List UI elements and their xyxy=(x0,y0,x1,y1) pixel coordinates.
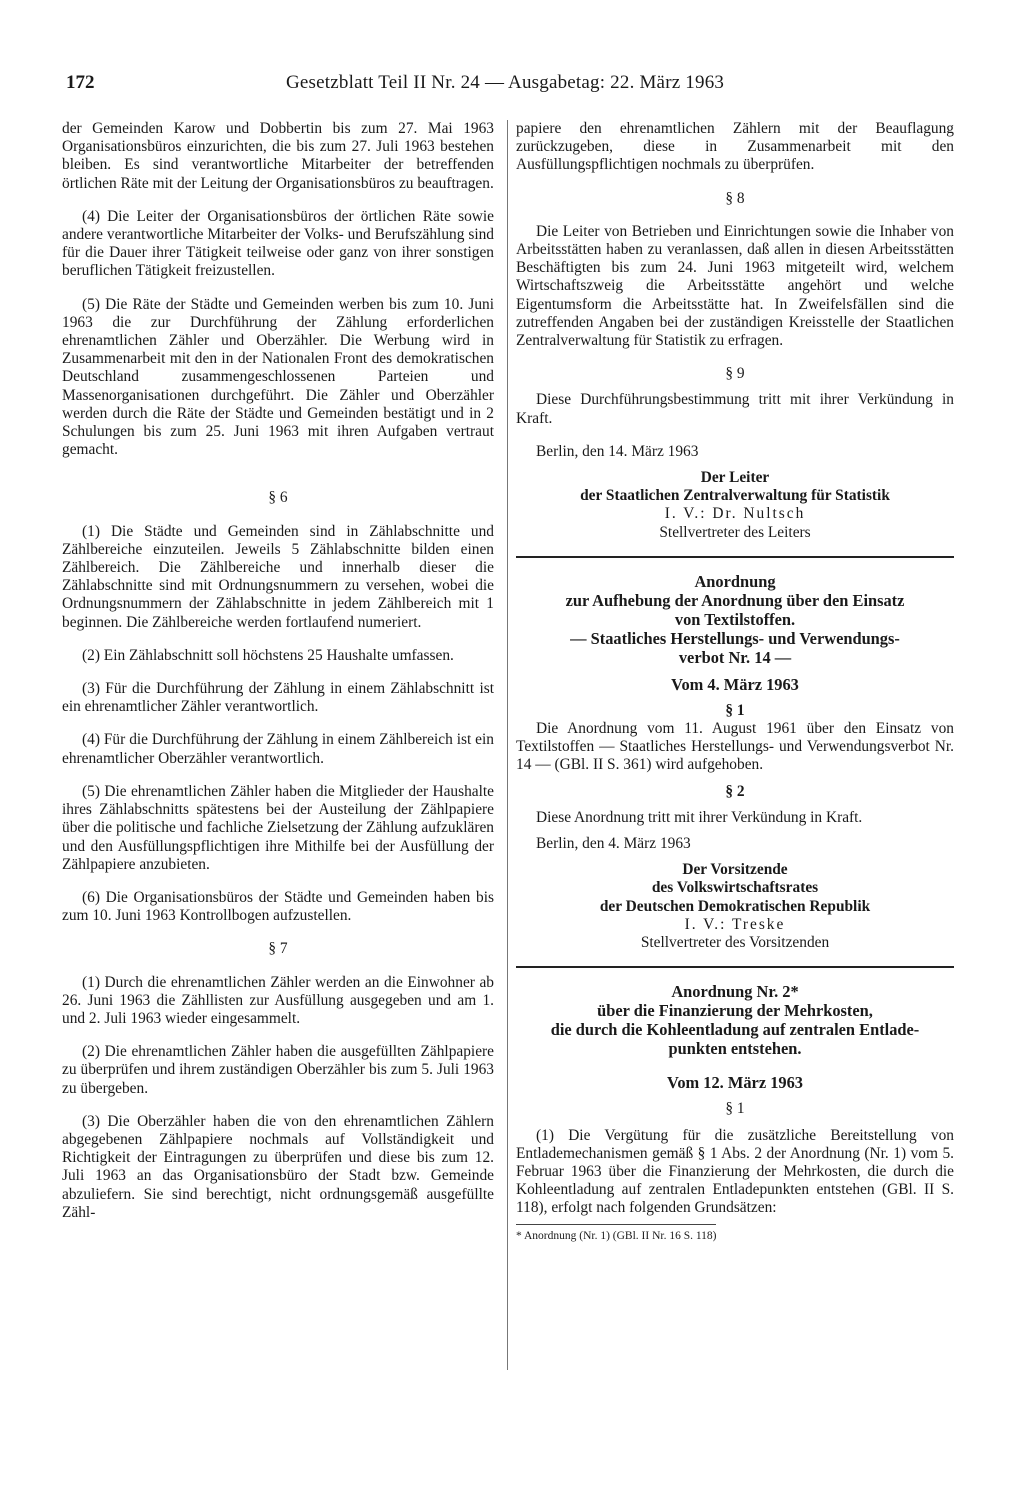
paragraph: (1) Die Vergütung für die zusätzliche Bereitstellung von Entlademechanismen gemäß § 1 Abs. 2 der Anordnung (Nr. 1) vom 5. Februar 1963 über die Finanzierung der Mehrkosten, die durch die Kohleentladung auf zentralen Entladepunkten entstehen (GBl. II S. 118), erfolgt nach folgenden Grundsätzen: xyxy=(516,1126,954,1217)
section-divider xyxy=(516,556,954,558)
paragraph: (1) Durch die ehrenamtlichen Zähler werden an die Einwohner ab 26. Juni 1963 die Zähllisten zur Ausfüllung ausgegeben und am 1. und 2. Juli 1963 wieder eingesammelt. xyxy=(62,973,494,1027)
page-header xyxy=(66,72,956,98)
paragraph: Die Anordnung vom 11. August 1961 über den Einsatz von Textilstoffen — Staatliches Herstellungs- und Verwendungsverbot Nr. 14 — (GBl. II S. 361) wird aufgehoben. xyxy=(516,720,954,774)
paragraph: (2) Ein Zählabschnitt soll höchstens 25 Haushalte umfassen. xyxy=(82,646,454,664)
footnote-rule xyxy=(516,1224,716,1225)
section-heading: § 8 xyxy=(725,189,745,207)
signature-line: Der Leiter xyxy=(700,469,770,487)
signatory-name: I. V.: Treske xyxy=(684,915,786,933)
signatory-name: I. V.: Dr. Nultsch xyxy=(664,505,806,523)
signature-line: der Deutschen Demokratischen Republik xyxy=(599,897,871,915)
column-divider xyxy=(507,120,508,1370)
paragraph: (2) Die ehrenamtlichen Zähler haben die ausgefüllten Zählpapiere zu überprüfen und ihrem zuständigen Oberzähler bis zum 5. Juli 1963 zu übergeben. xyxy=(62,1043,494,1097)
section-heading: § 2 xyxy=(725,782,745,800)
running-title: Gesetzblatt Teil II Nr. 24 — Ausgabetag: 22. März 1963 xyxy=(286,72,725,93)
left-column xyxy=(62,120,494,1222)
paragraph: (4) Für die Durchführung der Zählung in einem Zählbereich ist ein ehrenamtlicher Oberzähler verantwortlich. xyxy=(62,731,494,767)
order-title: verbot Nr. 14 — xyxy=(678,647,792,667)
paragraph: Diese Anordnung tritt mit ihrer Verkündung in Kraft. xyxy=(536,808,863,826)
section-heading: § 7 xyxy=(268,940,288,958)
paragraph: (3) Für die Durchführung der Zählung in einem Zählabschnitt ist ein ehrenamtlicher Zähler verantwortlich. xyxy=(62,680,494,716)
signature-line: des Volkswirtschaftsrates xyxy=(651,879,819,897)
signature-date: Berlin, den 4. März 1963 xyxy=(536,835,691,853)
order-title: zur Aufhebung der Anordnung über den Einsatz xyxy=(565,590,905,610)
paragraph: (5) Die ehrenamtlichen Zähler haben die Mitglieder der Haushalte ihres Zählabschnitts spätestens bei der Austeilung der Zählpapiere über die politische und fachliche Zielsetzung der Zählung aufzuklären und den Ausfüllungspflichtigen ihre Mithilfe bei der Ausfüllung der Zählpapiere anzubieten. xyxy=(62,782,494,873)
order-title: von Textilstoffen. xyxy=(674,609,796,629)
order-title: Anordnung xyxy=(694,571,776,591)
order-title: über die Finanzierung der Mehrkosten, xyxy=(597,1001,873,1021)
signature-line: Stellvertreter des Vorsitzenden xyxy=(640,934,830,952)
section-heading: § 1 xyxy=(725,1100,745,1118)
order-date: Vom 4. März 1963 xyxy=(671,674,799,694)
section-heading: § 6 xyxy=(268,489,288,507)
paragraph: Die Leiter von Betrieben und Einrichtungen sowie die Inhaber von Arbeitsstätten haben zu veranlassen, daß allen in diesen Arbeitsstätten Beschäftigten bis zum 24. Juni 1963 mitgeteilt wird, welchem Wirtschaftszweig die Arbeitsstätte angehört und welche Eigentumsform die Arbeitsstätte hat. In Zweifelsfällen sind die zutreffenden Angaben bei der zuständigen Kreisstelle der Staatlichen Zentralverwaltung für Statistik zu erfragen. xyxy=(516,222,954,350)
paragraph: (5) Die Räte der Städte und Gemeinden werben bis zum 10. Juni 1963 die zur Durchführung der Zählung erforderlichen ehrenamtlichen Zähler und Oberzähler. Die Werbung wird in Zusammenarbeit mit den in der Nationalen Front des demokratischen Deutschland zusammengeschlossenen Parteien und Massenorganisationen durchgeführt. Die Zähler und Oberzähler werden durch die Räte der Städte und Gemeinden bestätigt und in 2 Schulungen bis zum 25. Juni 1963 mit ihren Aufgaben vertraut gemacht. xyxy=(62,295,494,459)
signature-date: Berlin, den 14. März 1963 xyxy=(536,442,699,460)
paragraph: Diese Durchführungsbestimmung tritt mit ihrer Verkündung in Kraft. xyxy=(516,391,954,427)
footnote: * Anordnung (Nr. 1) (GBl. II Nr. 16 S. 118) xyxy=(516,1229,717,1242)
order-title: Anordnung Nr. 2* xyxy=(671,982,799,1002)
section-heading: § 1 xyxy=(725,701,745,719)
signature-line: Der Vorsitzende xyxy=(682,861,788,879)
order-date: Vom 12. März 1963 xyxy=(667,1073,803,1093)
paragraph-continuation: der Gemeinden Karow und Dobbertin bis zum 27. Mai 1963 Organisationsbüros einzurichten, die bis zum 27. Juli 1963 bestehen bleiben. Es sind verantwortliche Mitarbeiter der betreffenden örtlichen Räte mit der Leitung der Organisationsbüros zu beauftragen. xyxy=(62,120,494,192)
page-number: 172 xyxy=(66,72,95,93)
signature-line: der Staatlichen Zentralverwaltung für Statistik xyxy=(580,487,890,505)
order-title: die durch die Kohleentladung auf zentralen Entlade- xyxy=(550,1020,920,1040)
paragraph: (3) Die Oberzähler haben die von den ehrenamtlichen Zählern abgegebenen Zählpapiere nochmals auf Vollständigkeit und Richtigkeit der Eintragungen zu überprüfen und diese bis zum 12. Juli 1963 an das Organisationsbüro der Stadt bzw. Gemeinde abzuliefern. Sie sind berechtigt, nicht ordnungsgemäß ausgefüllte Zähl- xyxy=(62,1112,494,1221)
paragraph: (1) Die Städte und Gemeinden sind in Zählabschnitte und Zählbereiche einzuteilen. Jeweils 5 Zählabschnitte bilden einen Zählbereich. Die Zählbereiche und innerhalb dieser die Zählabschnitte sind mit Ordnungsnummern zu versehen, wobei die Ordnungsnummern der Zählabschnitte in jedem Zählbereich mit 1 beginnen. Die Zählbereiche werden fortlaufend numeriert. xyxy=(62,522,494,631)
section-heading: § 9 xyxy=(725,365,745,383)
section-divider xyxy=(516,966,954,968)
right-column xyxy=(516,120,954,1243)
paragraph: (6) Die Organisationsbüros der Städte und Gemeinden haben bis zum 10. Juni 1963 Kontrollbogen aufzustellen. xyxy=(62,888,494,925)
order-title: punkten entstehen. xyxy=(668,1039,802,1059)
paragraph-continuation: papiere den ehrenamtlichen Zählern mit der Beauflagung zurückzugeben, diese in Zusammenarbeit mit den Ausfüllungspflichtigen nochmals zu überprüfen. xyxy=(516,120,954,174)
signature-line: Stellvertreter des Leiters xyxy=(659,523,811,541)
order-title: — Staatliches Herstellungs- und Verwendungs- xyxy=(570,628,900,648)
paragraph: (4) Die Leiter der Organisationsbüros der örtlichen Räte sowie andere verantwortliche Mitarbeiter der Volks- und Berufszählung sind für die Dauer ihrer Tätigkeit teilweise oder ganz von ihrer sonstigen beruflichen Tätigkeit freizustellen. xyxy=(62,207,494,280)
